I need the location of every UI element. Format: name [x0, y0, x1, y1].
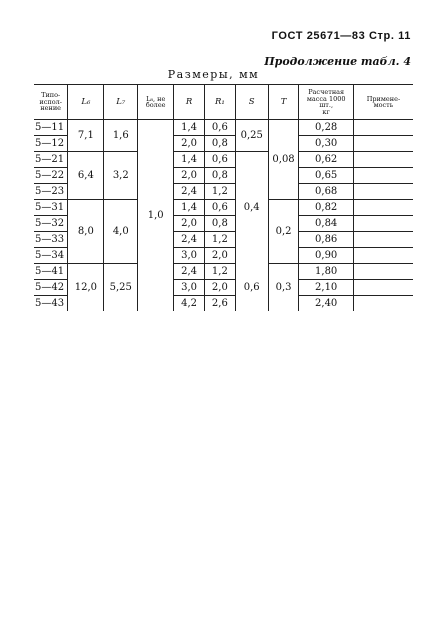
col-header-applicability: Примене- мость	[353, 85, 413, 120]
r1-cell: 0,6	[204, 152, 235, 168]
r1-cell: 2,0	[204, 248, 235, 264]
type-cell: 5—11	[34, 120, 68, 136]
col-header-l8: L₈, не более	[138, 85, 174, 120]
r-cell: 2,4	[174, 264, 205, 280]
l7-cell: 4,0	[104, 200, 138, 264]
table-body	[34, 120, 413, 312]
mass-cell: 0,30	[299, 136, 353, 152]
t-cell: 0,08	[268, 120, 299, 200]
col-header-s: S	[235, 85, 268, 120]
type-cell: 5—34	[34, 248, 68, 264]
r-cell: 3,0	[174, 280, 205, 296]
type-cell: 5—12	[34, 136, 68, 152]
type-cell: 5—21	[34, 152, 68, 168]
table-row	[34, 120, 413, 136]
page-header: ГОСТ 25671—83 Стр. 11	[271, 30, 411, 42]
applicability-cell	[353, 216, 413, 232]
applicability-cell	[353, 264, 413, 280]
l6-cell: 12,0	[68, 264, 104, 312]
applicability-cell	[353, 296, 413, 312]
r1-cell: 2,6	[204, 296, 235, 312]
mass-cell: 2,40	[299, 296, 353, 312]
l7-cell: 5,25	[104, 264, 138, 312]
mass-cell: 0,28	[299, 120, 353, 136]
r1-cell: 0,8	[204, 168, 235, 184]
col-header-type: Типо- испол- нение	[34, 85, 68, 120]
l7-cell: 3,2	[104, 152, 138, 200]
col-header-r: R	[174, 85, 205, 120]
r1-cell: 0,8	[204, 136, 235, 152]
dimensions-table	[34, 84, 413, 311]
applicability-cell	[353, 168, 413, 184]
l7-cell: 1,6	[104, 120, 138, 152]
applicability-cell	[353, 184, 413, 200]
mass-cell: 0,90	[299, 248, 353, 264]
applicability-cell	[353, 120, 413, 136]
mass-cell: 1,80	[299, 264, 353, 280]
r-cell: 1,4	[174, 200, 205, 216]
r1-cell: 1,2	[204, 184, 235, 200]
table-continuation-label: Продолжение табл. 4	[264, 55, 411, 68]
col-header-t: T	[268, 85, 299, 120]
table-row	[34, 152, 413, 168]
col-header-l6: L₆	[68, 85, 104, 120]
type-cell: 5—42	[34, 280, 68, 296]
col-header-l7: L₇	[104, 85, 138, 120]
r1-cell: 2,0	[204, 280, 235, 296]
r-cell: 1,4	[174, 120, 205, 136]
mass-cell: 0,62	[299, 152, 353, 168]
r1-cell: 0,8	[204, 216, 235, 232]
r-cell: 1,4	[174, 152, 205, 168]
r-cell: 2,4	[174, 184, 205, 200]
table-row	[34, 264, 413, 280]
col-header-r1: R₁	[204, 85, 235, 120]
mass-cell: 0,86	[299, 232, 353, 248]
l6-cell: 8,0	[68, 200, 104, 264]
mass-cell: 0,65	[299, 168, 353, 184]
mass-cell: 0,68	[299, 184, 353, 200]
mass-cell: 0,84	[299, 216, 353, 232]
s-cell: 0,25	[235, 120, 268, 152]
applicability-cell	[353, 136, 413, 152]
mass-cell: 0,82	[299, 200, 353, 216]
t-cell: 0,3	[268, 264, 299, 312]
r1-cell: 1,2	[204, 264, 235, 280]
applicability-cell	[353, 200, 413, 216]
l6-cell: 7,1	[68, 120, 104, 152]
r1-cell: 1,2	[204, 232, 235, 248]
applicability-cell	[353, 248, 413, 264]
s-cell: 0,6	[235, 264, 268, 312]
r-cell: 2,4	[174, 232, 205, 248]
col-header-mass: Расчетная масса 1000 шт., кг	[299, 85, 353, 120]
table-caption: Размеры, мм	[167, 68, 260, 81]
applicability-cell	[353, 152, 413, 168]
type-cell: 5—32	[34, 216, 68, 232]
type-cell: 5—22	[34, 168, 68, 184]
r-cell: 4,2	[174, 296, 205, 312]
l6-cell: 6,4	[68, 152, 104, 200]
type-cell: 5—41	[34, 264, 68, 280]
r1-cell: 0,6	[204, 120, 235, 136]
type-cell: 5—33	[34, 232, 68, 248]
type-cell: 5—31	[34, 200, 68, 216]
table-header-row	[34, 85, 413, 120]
table-row	[34, 200, 413, 216]
s-cell: 0,4	[235, 152, 268, 264]
r-cell: 3,0	[174, 248, 205, 264]
applicability-cell	[353, 232, 413, 248]
l8-cell: 1,0	[138, 120, 174, 312]
type-cell: 5—43	[35, 298, 65, 309]
applicability-cell	[353, 280, 413, 296]
r1-cell: 0,6	[204, 200, 235, 216]
mass-cell: 2,10	[299, 280, 353, 296]
type-cell: 5—23	[34, 184, 68, 200]
r-cell: 2,0	[174, 216, 205, 232]
r-cell: 2,0	[174, 136, 205, 152]
t-cell: 0,2	[268, 200, 299, 264]
r-cell: 2,0	[174, 168, 205, 184]
